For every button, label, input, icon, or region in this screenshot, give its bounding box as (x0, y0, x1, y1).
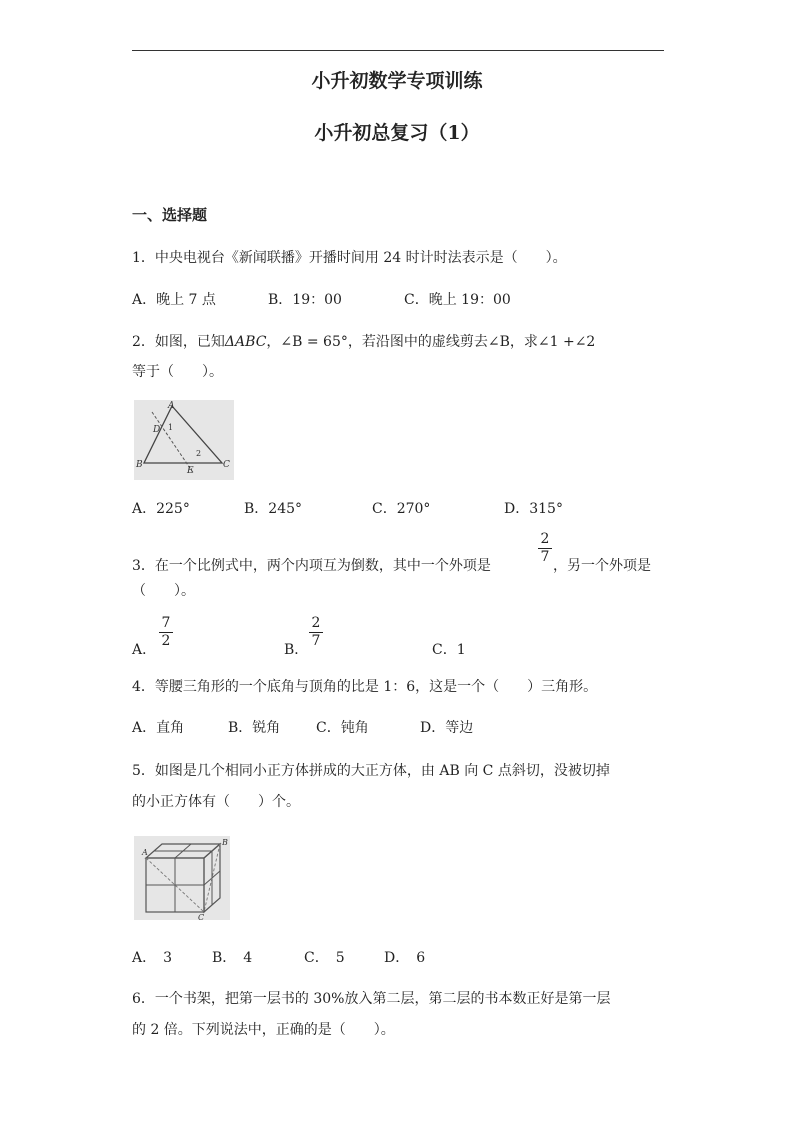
q2-triangle-figure (134, 400, 234, 480)
q5-option-d: D． 6 (384, 950, 426, 966)
section-heading: 一、选择题 (132, 206, 208, 224)
q4-stem: 4．等腰三角形的一个底角与顶角的比是 1：6，这是一个（ ）三角形。 (132, 679, 598, 695)
q3-fraction-two-sevenths (538, 532, 552, 565)
q2-label-e: E (187, 466, 194, 476)
q3-option-b-fraction (309, 616, 323, 649)
q5-stem-line1: 5．如图是几个相同小正方体拼成的大正方体，由 AB 向 C 点斜切，没被切掉 (132, 763, 610, 779)
q5-cube-diagram (134, 836, 230, 920)
q3-option-b-denominator: 7 (311, 633, 321, 649)
q3-fraction-numerator: 2 (540, 531, 550, 547)
q5-option-c: C． 5 (304, 950, 345, 966)
q2-stem-line2: 等于（ ）。 (132, 364, 223, 380)
q2-label-angle2: 2 (196, 449, 202, 458)
worksheet-subtitle: 小升初总复习（1） (314, 122, 480, 144)
worksheet-title: 小升初数学专项训练 (311, 70, 483, 92)
q5-label-b: B (222, 838, 228, 847)
q2-stem (132, 333, 595, 351)
q2-triangle-diagram (134, 400, 234, 480)
header-rule (132, 50, 664, 51)
q3-option-c: C．1 (432, 642, 466, 658)
q2-label-d: D (153, 425, 161, 435)
q4-option-d: D．等边 (420, 720, 474, 736)
q1-option-c: C．晚上 19：00 (404, 292, 511, 308)
q4-option-a: A．直角 (132, 720, 185, 736)
q6-stem-line2: 的 2 倍。下列说法中，正确的是（ ）。 (132, 1022, 395, 1038)
q5-option-b: B． 4 (212, 950, 253, 966)
q3-option-b-numerator: 2 (311, 615, 321, 631)
q2-stem-start: 2．如图，已知 (132, 334, 225, 350)
q2-option-d: D．315° (504, 501, 563, 517)
q1-option-a: A．晚上 7 点 (132, 292, 216, 308)
q2-option-c: C．270° (372, 501, 431, 517)
q2-triangle-symbol: ΔABC (224, 334, 267, 350)
q5-label-a: A (142, 848, 148, 857)
q3-fraction-denominator: 7 (540, 549, 550, 565)
q3-option-b-label: B． (284, 642, 309, 658)
q2-option-a: A．225° (132, 501, 190, 517)
q4-option-c: C．钝角 (316, 720, 369, 736)
q5-label-c: C (198, 913, 205, 920)
q3-stem-rest: ，另一个外项是 (553, 558, 651, 574)
q2-label-c: C (223, 460, 230, 470)
q2-stem-rest: ，∠B = 65°，若沿图中的虚线剪去∠B，求∠1 +∠2 (266, 334, 596, 350)
q1-option-b: B．19：00 (268, 292, 342, 308)
q3-option-a-denominator: 2 (161, 633, 171, 649)
q3-option-a-numerator: 7 (161, 615, 171, 631)
q3-stem-start: 3．在一个比例式中，两个内项互为倒数，其中一个外项是 (132, 558, 491, 574)
q2-label-angle1: 1 (168, 423, 174, 432)
q5-option-a: A． 3 (132, 950, 173, 966)
q2-label-a: A (168, 401, 175, 411)
q3-option-a-label: A． (132, 642, 157, 658)
q6-stem-line1: 6．一个书架，把第一层书的 30%放入第二层，第二层的书本数正好是第一层 (132, 991, 611, 1007)
q2-label-b: B (136, 460, 143, 470)
q5-cube-figure (134, 836, 230, 920)
q5-stem-line2: 的小正方体有（ ）个。 (132, 794, 300, 810)
q2-option-b: B．245° (244, 501, 303, 517)
q3-stem-line2: （ ）。 (132, 583, 195, 599)
q4-option-b: B．锐角 (228, 720, 281, 736)
q1-stem: 1．中央电视台《新闻联播》开播时间用 24 时计时法表示是（ ）。 (132, 250, 567, 266)
q3-option-a-fraction (159, 616, 173, 649)
